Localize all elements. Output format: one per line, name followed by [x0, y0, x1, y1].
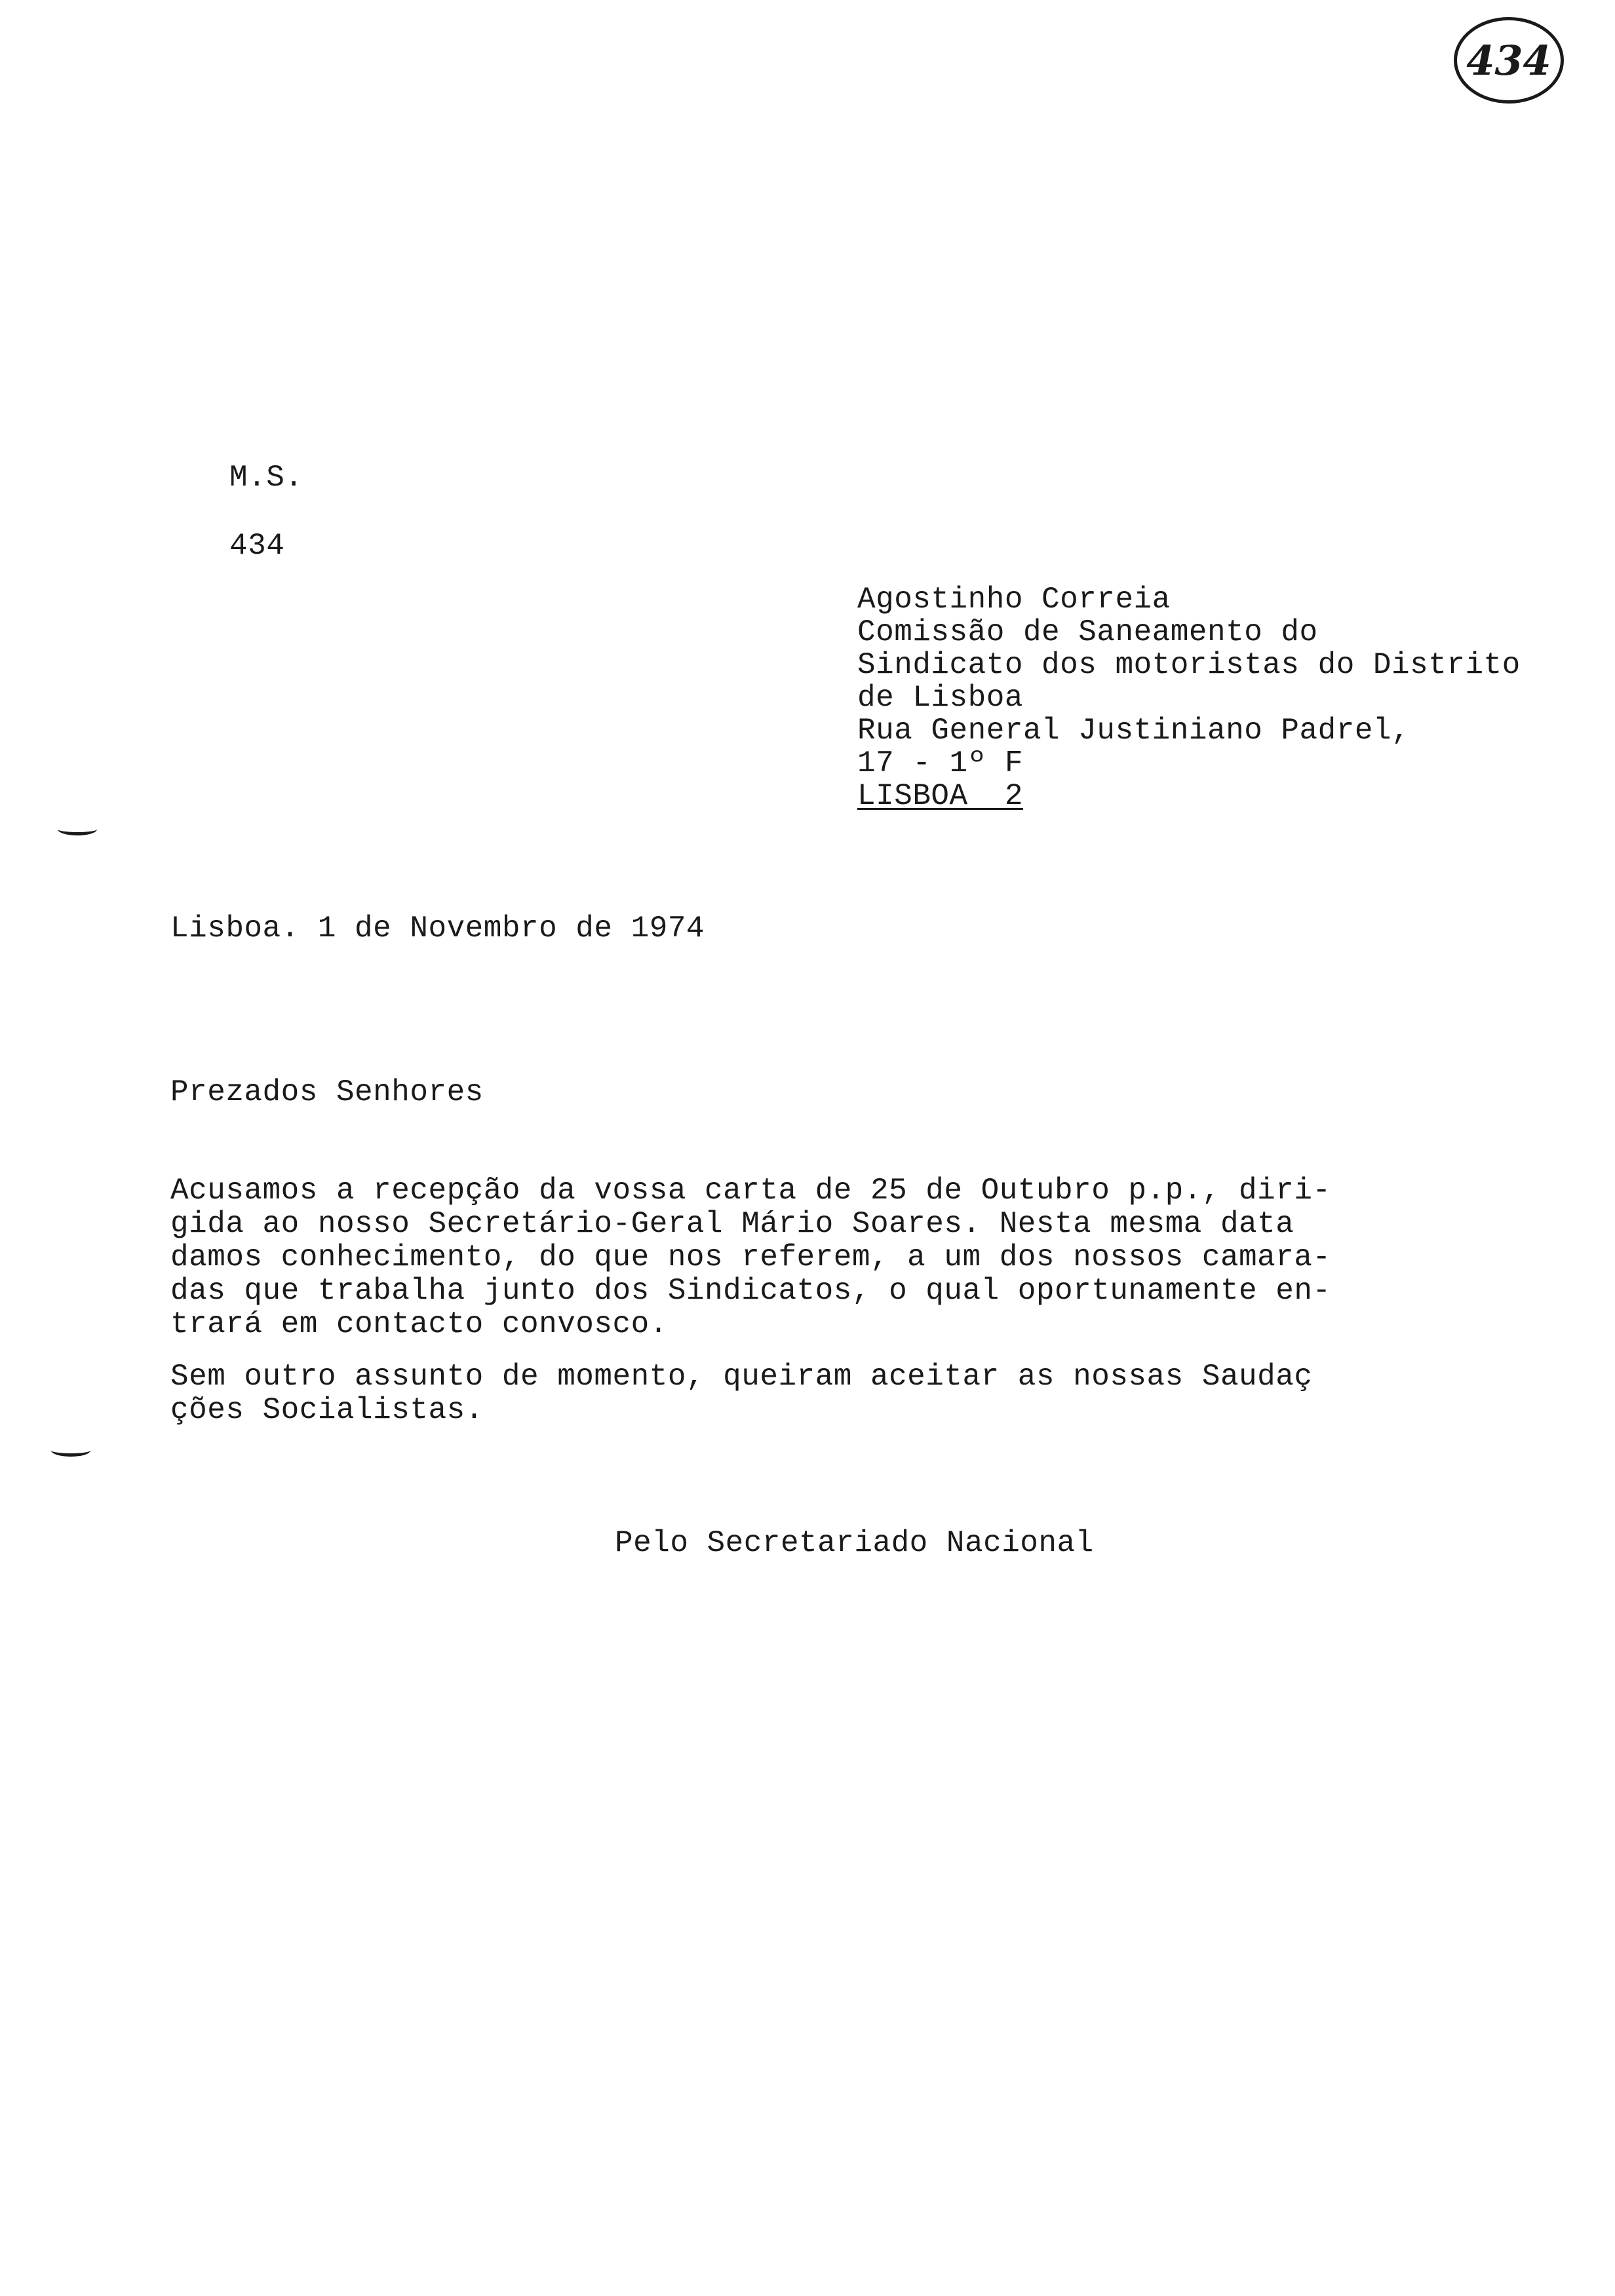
recipient-city: LISBOA 2: [857, 779, 1023, 813]
recipient-line: Comissão de Saneamento do: [857, 615, 1318, 649]
body-line: damos conhecimento, do que nos referem, a um dos nossos camara-: [170, 1240, 1331, 1274]
body-line: Sem outro assunto de momento, queiram aceitar as nossas Saudaç: [170, 1360, 1313, 1394]
body-line: Acusamos a recepção da vossa carta de 25 de Outubro p.p., diri-: [170, 1174, 1331, 1208]
date-line: Lisboa. 1 de Novembro de 1974: [170, 911, 705, 946]
reference-initials: M.S.: [229, 461, 303, 495]
body-line: ções Socialistas.: [170, 1393, 484, 1427]
recipient-line: Rua General Justiniano Padrel,: [857, 714, 1411, 748]
archive-number-stamp: [1454, 17, 1564, 104]
salutation: Prezados Senhores: [170, 1075, 484, 1109]
recipient-line: Agostinho Correia: [857, 583, 1171, 617]
stamp-number: 434: [1466, 36, 1551, 85]
reference-number: 434: [229, 529, 285, 563]
punch-hole-mark: [58, 823, 97, 835]
body-line: gida ao nosso Secretário-Geral Mário Soares. Nesta mesma data: [170, 1207, 1294, 1241]
recipient-line: 17 - 1º F: [857, 746, 1023, 780]
body-line: trará em contacto convosco.: [170, 1307, 668, 1341]
body-line: das que trabalha junto dos Sindicatos, o qual oportunamente en-: [170, 1274, 1331, 1308]
recipient-line: Sindicato dos motoristas do Distrito: [857, 648, 1521, 682]
recipient-line: de Lisboa: [857, 681, 1023, 715]
punch-hole-mark: [51, 1444, 90, 1457]
closing-signature-line: Pelo Secretariado Nacional: [615, 1526, 1094, 1560]
